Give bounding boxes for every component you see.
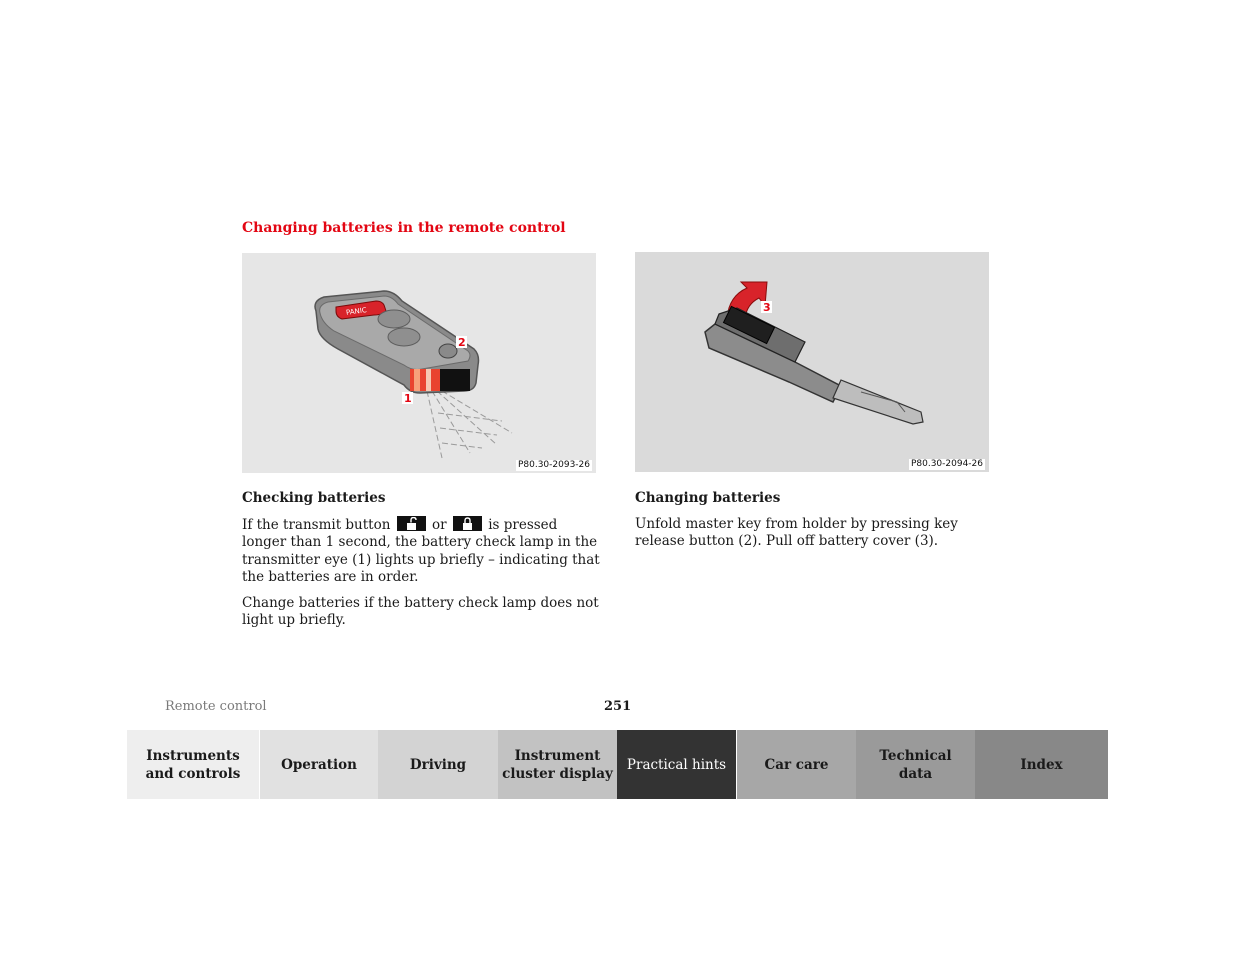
tab-car-care[interactable]: Car care (736, 730, 856, 799)
ir-beam (427, 391, 512, 458)
tab-instrument-cluster-display[interactable]: Instrument cluster display (498, 730, 617, 799)
battery-cover-figure (635, 252, 989, 472)
figure-code: P80.30-2094-26 (910, 459, 983, 469)
changing-batteries-section (635, 490, 995, 559)
callout-3: 3 (763, 301, 771, 314)
remote-control-figure (242, 253, 596, 473)
checking-text-or: or (432, 516, 447, 533)
changing-heading: Changing batteries (635, 490, 781, 506)
tab-driving[interactable]: Driving (378, 730, 498, 799)
checking-text-a: If the transmit button (242, 516, 391, 533)
checking-batteries-section (242, 490, 602, 638)
unlock-icon (397, 516, 426, 531)
tab-practical-hints[interactable]: Practical hints (617, 730, 736, 799)
changing-paragraph-1: Unfold master key from holder by pressing key release button (2). Pull off battery cover (3). (635, 515, 958, 549)
chapter-label: Remote control (165, 699, 267, 714)
tab-instruments-and-controls[interactable]: Instruments and controls (127, 730, 259, 799)
lock-icon (453, 516, 482, 531)
callout-1: 1 (404, 392, 412, 405)
checking-heading: Checking batteries (242, 490, 386, 506)
callout-2: 2 (458, 336, 466, 349)
master-key-illustration (635, 252, 989, 472)
page-number: 251 (604, 699, 632, 714)
figure-code: P80.30-2093-26 (517, 460, 590, 470)
tab-technical-data[interactable]: Technical data (856, 730, 975, 799)
section-title: Changing batteries in the remote control (242, 220, 566, 236)
checking-paragraph-1 (242, 516, 602, 587)
tab-index[interactable]: Index (975, 730, 1108, 799)
chapter-navigation (127, 730, 1108, 799)
tab-operation[interactable]: Operation (259, 730, 378, 799)
panic-button-label: PANIC (345, 306, 368, 317)
checking-paragraph-2: Change batteries if the battery check lamp does not light up briefly. (242, 594, 599, 628)
checking-text-b: is pressed longer than 1 second, the battery check lamp in the transmitter eye (1) lights up briefly – indicating that the batteries are in order. (242, 516, 600, 585)
remote-key-illustration (242, 253, 596, 473)
